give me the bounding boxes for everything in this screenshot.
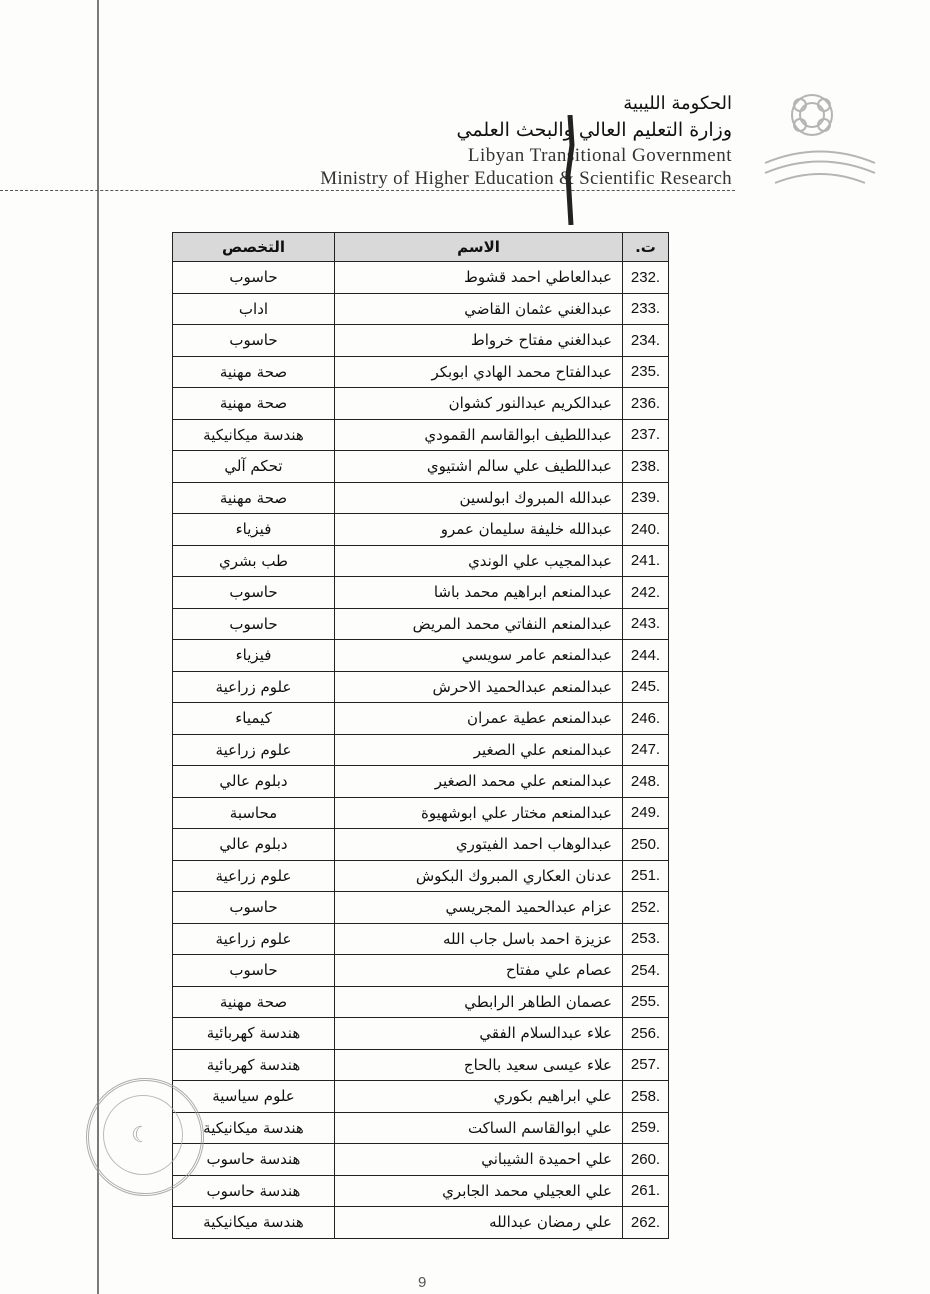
row-number: 249. — [623, 797, 669, 829]
row-specialization: دبلوم عالي — [173, 829, 335, 861]
row-specialization: حاسوب — [173, 955, 335, 987]
row-name: علي العجيلي محمد الجابري — [335, 1175, 623, 1207]
row-name: عبدالغني مفتاح خرواط — [335, 325, 623, 357]
table-row — [173, 892, 669, 924]
row-specialization: كيمياء — [173, 703, 335, 735]
row-name: عبدالمنعم مختار علي ابوشهيوة — [335, 797, 623, 829]
table-row — [173, 293, 669, 325]
column-header-name: الاسم — [335, 233, 623, 262]
row-specialization: محاسبة — [173, 797, 335, 829]
table-row — [173, 1144, 669, 1176]
row-name: علاء عبدالسلام الفقي — [335, 1018, 623, 1050]
table-row — [173, 955, 669, 987]
row-specialization: طب بشري — [173, 545, 335, 577]
row-specialization: فيزياء — [173, 514, 335, 546]
table-row — [173, 986, 669, 1018]
row-number: 261. — [623, 1175, 669, 1207]
table-row — [173, 640, 669, 672]
row-name: عبدالمنعم علي محمد الصغير — [335, 766, 623, 798]
table-row — [173, 797, 669, 829]
row-specialization: حاسوب — [173, 892, 335, 924]
row-name: علي ابوالقاسم الساكت — [335, 1112, 623, 1144]
row-number: 246. — [623, 703, 669, 735]
page-number: 9 — [418, 1274, 427, 1291]
row-number: 235. — [623, 356, 669, 388]
row-specialization: هندسة كهربائية — [173, 1049, 335, 1081]
header-divider — [0, 190, 735, 191]
row-specialization: علوم سياسية — [173, 1081, 335, 1113]
table-row — [173, 608, 669, 640]
row-name: عبدالفتاح محمد الهادي ابوبكر — [335, 356, 623, 388]
table-row — [173, 482, 669, 514]
table-row — [173, 703, 669, 735]
row-number: 253. — [623, 923, 669, 955]
row-number: 240. — [623, 514, 669, 546]
ministry-name-en: Ministry of Higher Education & Scientific Research — [320, 168, 732, 189]
row-number: 257. — [623, 1049, 669, 1081]
row-number: 245. — [623, 671, 669, 703]
row-specialization: هندسة ميكانيكية — [173, 419, 335, 451]
table-row — [173, 1207, 669, 1239]
row-number: 254. — [623, 955, 669, 987]
row-name: عبدالكريم عبدالنور كشوان — [335, 388, 623, 420]
table-row — [173, 451, 669, 483]
column-header-specialization: التخصص — [173, 233, 335, 262]
row-number: 244. — [623, 640, 669, 672]
row-specialization: هندسة حاسوب — [173, 1144, 335, 1176]
row-number: 234. — [623, 325, 669, 357]
row-name: عبدالغني عثمان القاضي — [335, 293, 623, 325]
table-row — [173, 1175, 669, 1207]
table-row — [173, 514, 669, 546]
row-name: عبداللطيف علي سالم اشتيوي — [335, 451, 623, 483]
table-row — [173, 356, 669, 388]
row-specialization: علوم زراعية — [173, 734, 335, 766]
row-specialization: اداب — [173, 293, 335, 325]
row-specialization: هندسة ميكانيكية — [173, 1112, 335, 1144]
table-header-row — [173, 233, 669, 262]
row-name: عبدالله خليفة سليمان عمرو — [335, 514, 623, 546]
table-row — [173, 262, 669, 294]
row-name: علي رمضان عبدالله — [335, 1207, 623, 1239]
row-specialization: علوم زراعية — [173, 860, 335, 892]
row-number: 250. — [623, 829, 669, 861]
row-specialization: تحكم آلي — [173, 451, 335, 483]
row-number: 243. — [623, 608, 669, 640]
row-number: 256. — [623, 1018, 669, 1050]
row-name: عبداللطيف ابوالقاسم القمودي — [335, 419, 623, 451]
row-specialization: علوم زراعية — [173, 671, 335, 703]
table-row — [173, 577, 669, 609]
government-name-en: Libyan Transitional Government — [467, 145, 732, 166]
row-number: 252. — [623, 892, 669, 924]
row-number: 259. — [623, 1112, 669, 1144]
row-specialization: صحة مهنية — [173, 356, 335, 388]
row-name: عبدالمنعم عبدالحميد الاحرش — [335, 671, 623, 703]
row-name: عبدالوهاب احمد الفيتوري — [335, 829, 623, 861]
table-row — [173, 923, 669, 955]
government-name-ar: الحكومة الليبية — [623, 93, 732, 114]
row-specialization: صحة مهنية — [173, 388, 335, 420]
row-name: عزام عبدالحميد المجريسي — [335, 892, 623, 924]
row-name: علي احميدة الشيباني — [335, 1144, 623, 1176]
row-number: 262. — [623, 1207, 669, 1239]
row-name: عبدالمجيب علي الوندي — [335, 545, 623, 577]
official-stamp-icon: ☾ — [86, 1078, 204, 1196]
row-number: 241. — [623, 545, 669, 577]
row-name: عبدالمنعم علي الصغير — [335, 734, 623, 766]
table-row — [173, 1018, 669, 1050]
row-name: عصام علي مفتاح — [335, 955, 623, 987]
table-row — [173, 1049, 669, 1081]
row-specialization: حاسوب — [173, 577, 335, 609]
row-number: 260. — [623, 1144, 669, 1176]
row-number: 238. — [623, 451, 669, 483]
row-number: 236. — [623, 388, 669, 420]
row-name: عبدالمنعم ابراهيم محمد باشا — [335, 577, 623, 609]
row-number: 233. — [623, 293, 669, 325]
row-number: 232. — [623, 262, 669, 294]
row-number: 248. — [623, 766, 669, 798]
row-name: عبدالله المبروك ابولسين — [335, 482, 623, 514]
row-number: 237. — [623, 419, 669, 451]
row-number: 239. — [623, 482, 669, 514]
row-specialization: حاسوب — [173, 262, 335, 294]
row-name: عبدالمنعم عامر سويسي — [335, 640, 623, 672]
table-row — [173, 860, 669, 892]
row-specialization: صحة مهنية — [173, 986, 335, 1018]
table-row — [173, 766, 669, 798]
row-name: علاء عيسى سعيد بالحاج — [335, 1049, 623, 1081]
row-number: 251. — [623, 860, 669, 892]
row-name: علي ابراهيم بكوري — [335, 1081, 623, 1113]
row-specialization: هندسة حاسوب — [173, 1175, 335, 1207]
table-row — [173, 734, 669, 766]
ministry-name-ar: وزارة التعليم العالي والبحث العلمي — [456, 119, 732, 141]
row-specialization: دبلوم عالي — [173, 766, 335, 798]
row-number: 242. — [623, 577, 669, 609]
row-name: عصمان الطاهر الرابطي — [335, 986, 623, 1018]
row-number: 258. — [623, 1081, 669, 1113]
row-number: 247. — [623, 734, 669, 766]
table-row — [173, 388, 669, 420]
row-specialization: علوم زراعية — [173, 923, 335, 955]
row-specialization: حاسوب — [173, 325, 335, 357]
row-specialization: حاسوب — [173, 608, 335, 640]
column-header-number: ت. — [623, 233, 669, 262]
row-specialization: هندسة كهربائية — [173, 1018, 335, 1050]
row-number: 255. — [623, 986, 669, 1018]
row-name: عدنان العكاري المبروك البكوش — [335, 860, 623, 892]
ink-mark-icon — [560, 115, 580, 225]
letterhead — [320, 92, 732, 190]
ministry-logo-icon — [760, 85, 880, 205]
table-row — [173, 325, 669, 357]
table-row — [173, 545, 669, 577]
table-row — [173, 829, 669, 861]
row-specialization: فيزياء — [173, 640, 335, 672]
table-row — [173, 419, 669, 451]
row-name: عبدالمنعم النفاتي محمد المريض — [335, 608, 623, 640]
table-row — [173, 1112, 669, 1144]
row-name: عبدالعاطي احمد قشوط — [335, 262, 623, 294]
table-row — [173, 671, 669, 703]
row-name: عزيزة احمد باسل جاب الله — [335, 923, 623, 955]
row-specialization: هندسة ميكانيكية — [173, 1207, 335, 1239]
names-table — [172, 232, 669, 1239]
row-name: عبدالمنعم عطية عمران — [335, 703, 623, 735]
row-specialization: صحة مهنية — [173, 482, 335, 514]
table-row — [173, 1081, 669, 1113]
